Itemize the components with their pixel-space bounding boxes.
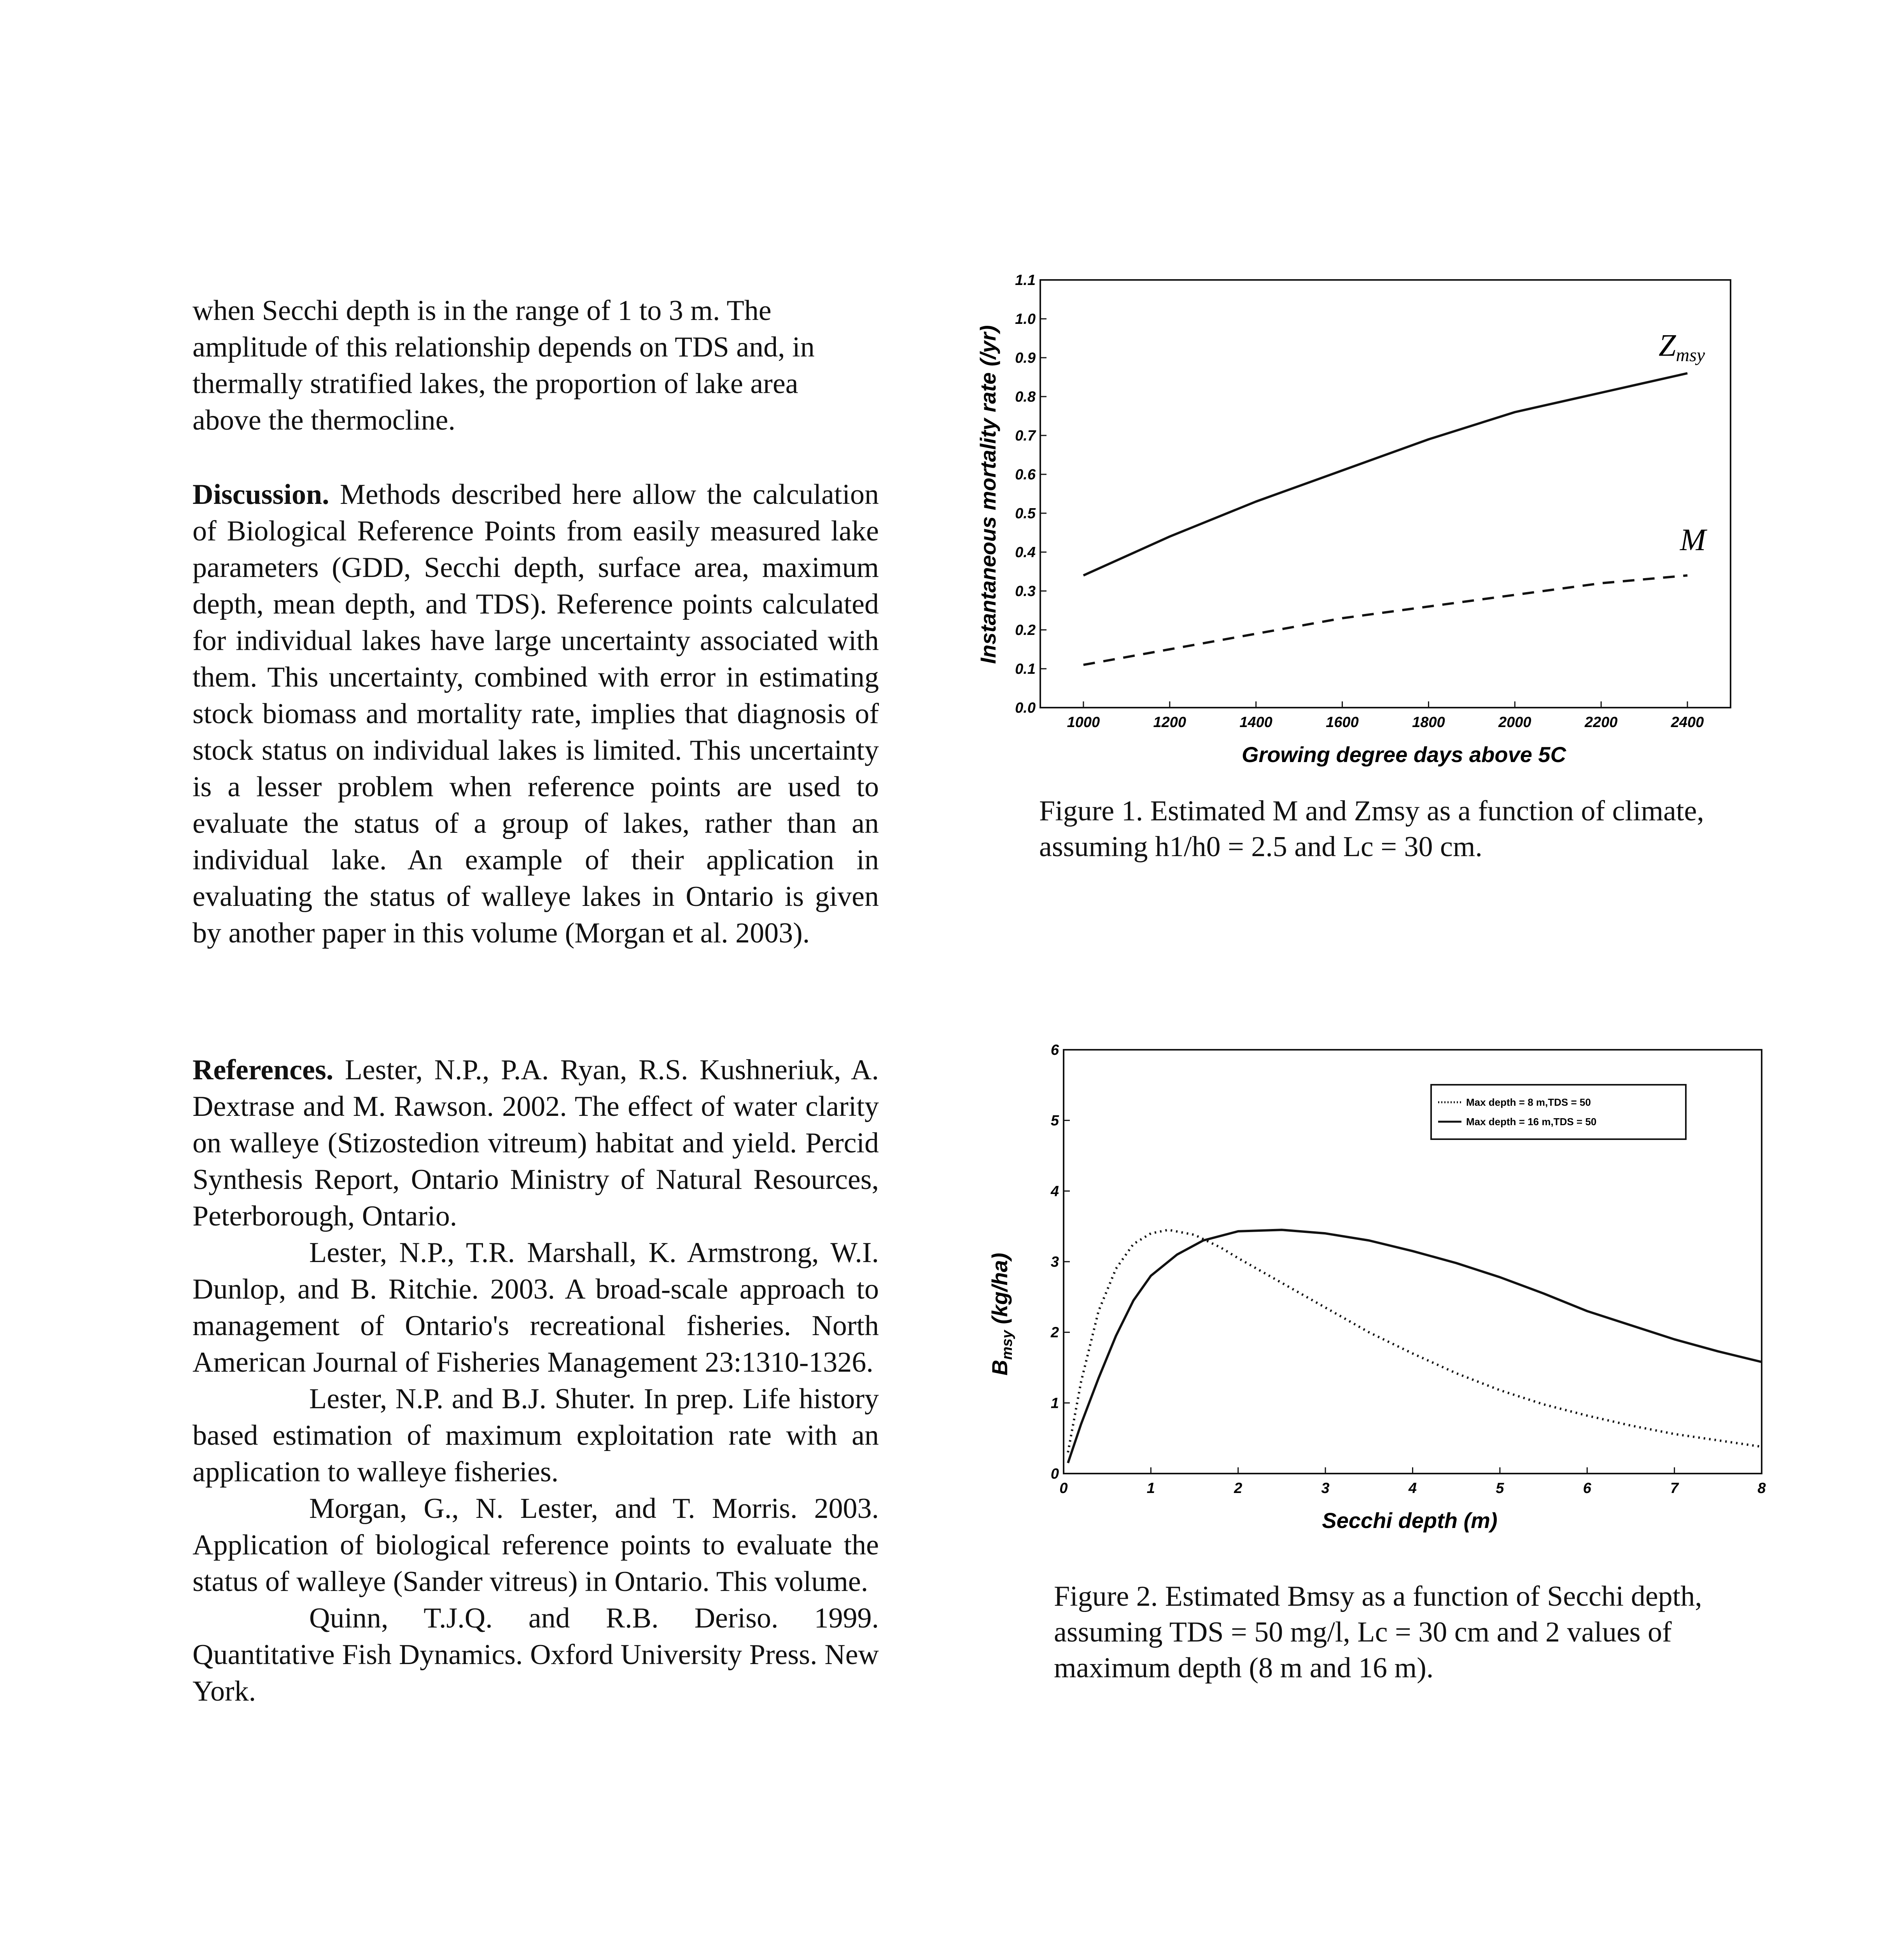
x-tick-label: 1 [1146,1480,1155,1496]
y-tick-label: 0.9 [1015,350,1036,366]
x-tick-label: 7 [1670,1480,1679,1496]
discussion-paragraph [192,476,879,951]
y-tick-label: 0.0 [1015,700,1036,716]
reference-text: Lester, N.P., P.A. Ryan, R.S. Kushneriuk, A. Dextrase and M. Rawson. 2002. The effect of water clarity on walleye (Stizostedion vitreum) habitat and yield. Percid Synthesis Report, Ontario Ministry of Natural Resources, Peterborough, Ontario. [192,1054,879,1232]
plot-frame [1040,280,1731,708]
y-tick-label: 0.3 [1015,583,1036,600]
x-tick-label: 1600 [1326,714,1359,731]
discussion-section [192,476,879,951]
y-tick-label: 1.0 [1015,311,1036,327]
intro-line: when Secchi depth is in the range of 1 to 3 m. The [192,295,772,327]
x-tick-label: 0 [1059,1480,1068,1496]
curve-label-m: M [1680,523,1706,557]
y-tick-label: 0 [1050,1466,1059,1482]
caption-line: Figure 1. Estimated M and Zmsy as a function of climate, [1039,795,1704,827]
y-tick-label: 5 [1050,1112,1059,1129]
legend-box [1431,1085,1686,1139]
reference-item: Quinn, T.J.Q. and R.B. Deriso. 1999. Quantitative Fish Dynamics. Oxford University Press. New York. [192,1602,879,1707]
figure-2-ylabel: $B_{msy}$ (kg/ha) [987,1253,1015,1376]
y-tick-label: 0.7 [1015,428,1036,444]
y-tick-label: 3 [1050,1254,1059,1270]
y-tick-label: 1 [1050,1395,1059,1412]
caption-line: assuming TDS = 50 mg/l, Lc = 30 cm and 2 values of [1054,1616,1672,1648]
series-line-1 [1068,1230,1762,1463]
curve-label-zmsy: Zmsy [1659,329,1705,365]
y-tick-label: 4 [1050,1183,1059,1200]
figure-2 [980,1034,1766,1544]
reference-item: Morgan, G., N. Lester, and T. Morris. 2003. Application of biological reference points to evaluate the status of walleye (Sander vitreus) in Ontario. This volume. [192,1493,879,1598]
x-tick-label: 2400 [1671,714,1704,731]
y-tick-label: 1.1 [1015,272,1036,288]
series-line-1 [1083,575,1687,665]
x-tick-label: 6 [1583,1480,1591,1496]
figure-2-chart [980,1034,1766,1544]
x-tick-label: 1400 [1239,714,1272,731]
intro-line: amplitude of this relationship depends on TDS and, in [192,331,815,363]
series-line-0 [1068,1230,1762,1452]
x-tick-label: 8 [1757,1480,1766,1496]
legend [1431,1085,1686,1139]
x-tick-label: 2200 [1584,714,1618,731]
reference-item: Lester, N.P. and B.J. Shuter. In prep. Life history based estimation of maximum exploitation rate with an application to walleye fisheries. [192,1383,879,1488]
x-tick-label: 1800 [1412,714,1445,731]
y-tick-label: 0.8 [1015,389,1036,405]
discussion-heading: Discussion. [192,479,329,510]
reference-item [192,1052,879,1234]
x-tick-label: 1200 [1153,714,1186,731]
y-tick-label: 0.4 [1015,544,1036,561]
y-tick-label: 6 [1050,1042,1059,1058]
legend-label-8m: Max depth = 8 m,TDS = 50 [1466,1096,1591,1108]
y-tick-label: 2 [1050,1324,1059,1341]
figure-1-caption [1039,793,1704,865]
x-tick-label: 1000 [1067,714,1100,731]
figure-1 [976,268,1766,767]
figure-1-xlabel: Growing degree days above 5C [1241,742,1566,767]
x-tick-label: 3 [1321,1480,1330,1496]
y-tick-label: 0.2 [1015,622,1036,638]
references-section [192,1052,879,1710]
reference-item: Lester, N.P., T.R. Marshall, K. Armstrong, W.I. Dunlop, and B. Ritchie. 2003. A broad-scale approach to management of Ontario's recreational fisheries. North American Journal of Fisheries Management 23:1310-1326. [192,1237,879,1378]
intro-line: above the thermocline. [192,404,456,436]
figure-2-caption [1054,1579,1702,1686]
x-tick-label: 5 [1496,1480,1504,1496]
y-tick-label: 0.6 [1015,467,1036,483]
caption-line: assuming h1/h0 = 2.5 and Lc = 30 cm. [1039,831,1482,863]
figure-2-xlabel: Secchi depth (m) [1322,1508,1498,1533]
caption-line: Figure 2. Estimated Bmsy as a function of Secchi depth, [1054,1580,1702,1612]
legend-label-16m: Max depth = 16 m,TDS = 50 [1466,1116,1597,1128]
figure-1-ylabel: Instantaneous mortality rate (/yr) [976,325,1000,664]
intro-paragraph [192,292,879,439]
references-heading: References. [192,1054,334,1086]
x-tick-label: 2000 [1498,714,1531,731]
intro-line: thermally stratified lakes, the proportion of lake area [192,368,798,400]
figure-1-chart [976,268,1766,767]
series-line-0 [1083,373,1687,575]
x-tick-label: 4 [1408,1480,1417,1496]
discussion-body: Methods described here allow the calculation of Biological Reference Points from easily measured lake parameters (GDD, Secchi depth, surface area, maximum depth, mean depth, and TDS). Reference points calculated for individual lakes have large uncertainty associated with them. This uncertainty, combined with error in estimating stock biomass and mortality rate, implies that diagnosis of stock status on individual lakes is limited. This uncertainty is a lesser problem when reference points are used to evaluate the status of a group of lakes, rather than an individual lake. An example of their application in evaluating the status of walleye lakes in Ontario is given by another paper in this volume (Morgan et al. 2003). [192,479,879,949]
y-tick-label: 0.1 [1015,661,1036,677]
x-tick-label: 2 [1234,1480,1242,1496]
y-tick-label: 0.5 [1015,505,1036,522]
caption-line: maximum depth (8 m and 16 m). [1054,1652,1434,1684]
